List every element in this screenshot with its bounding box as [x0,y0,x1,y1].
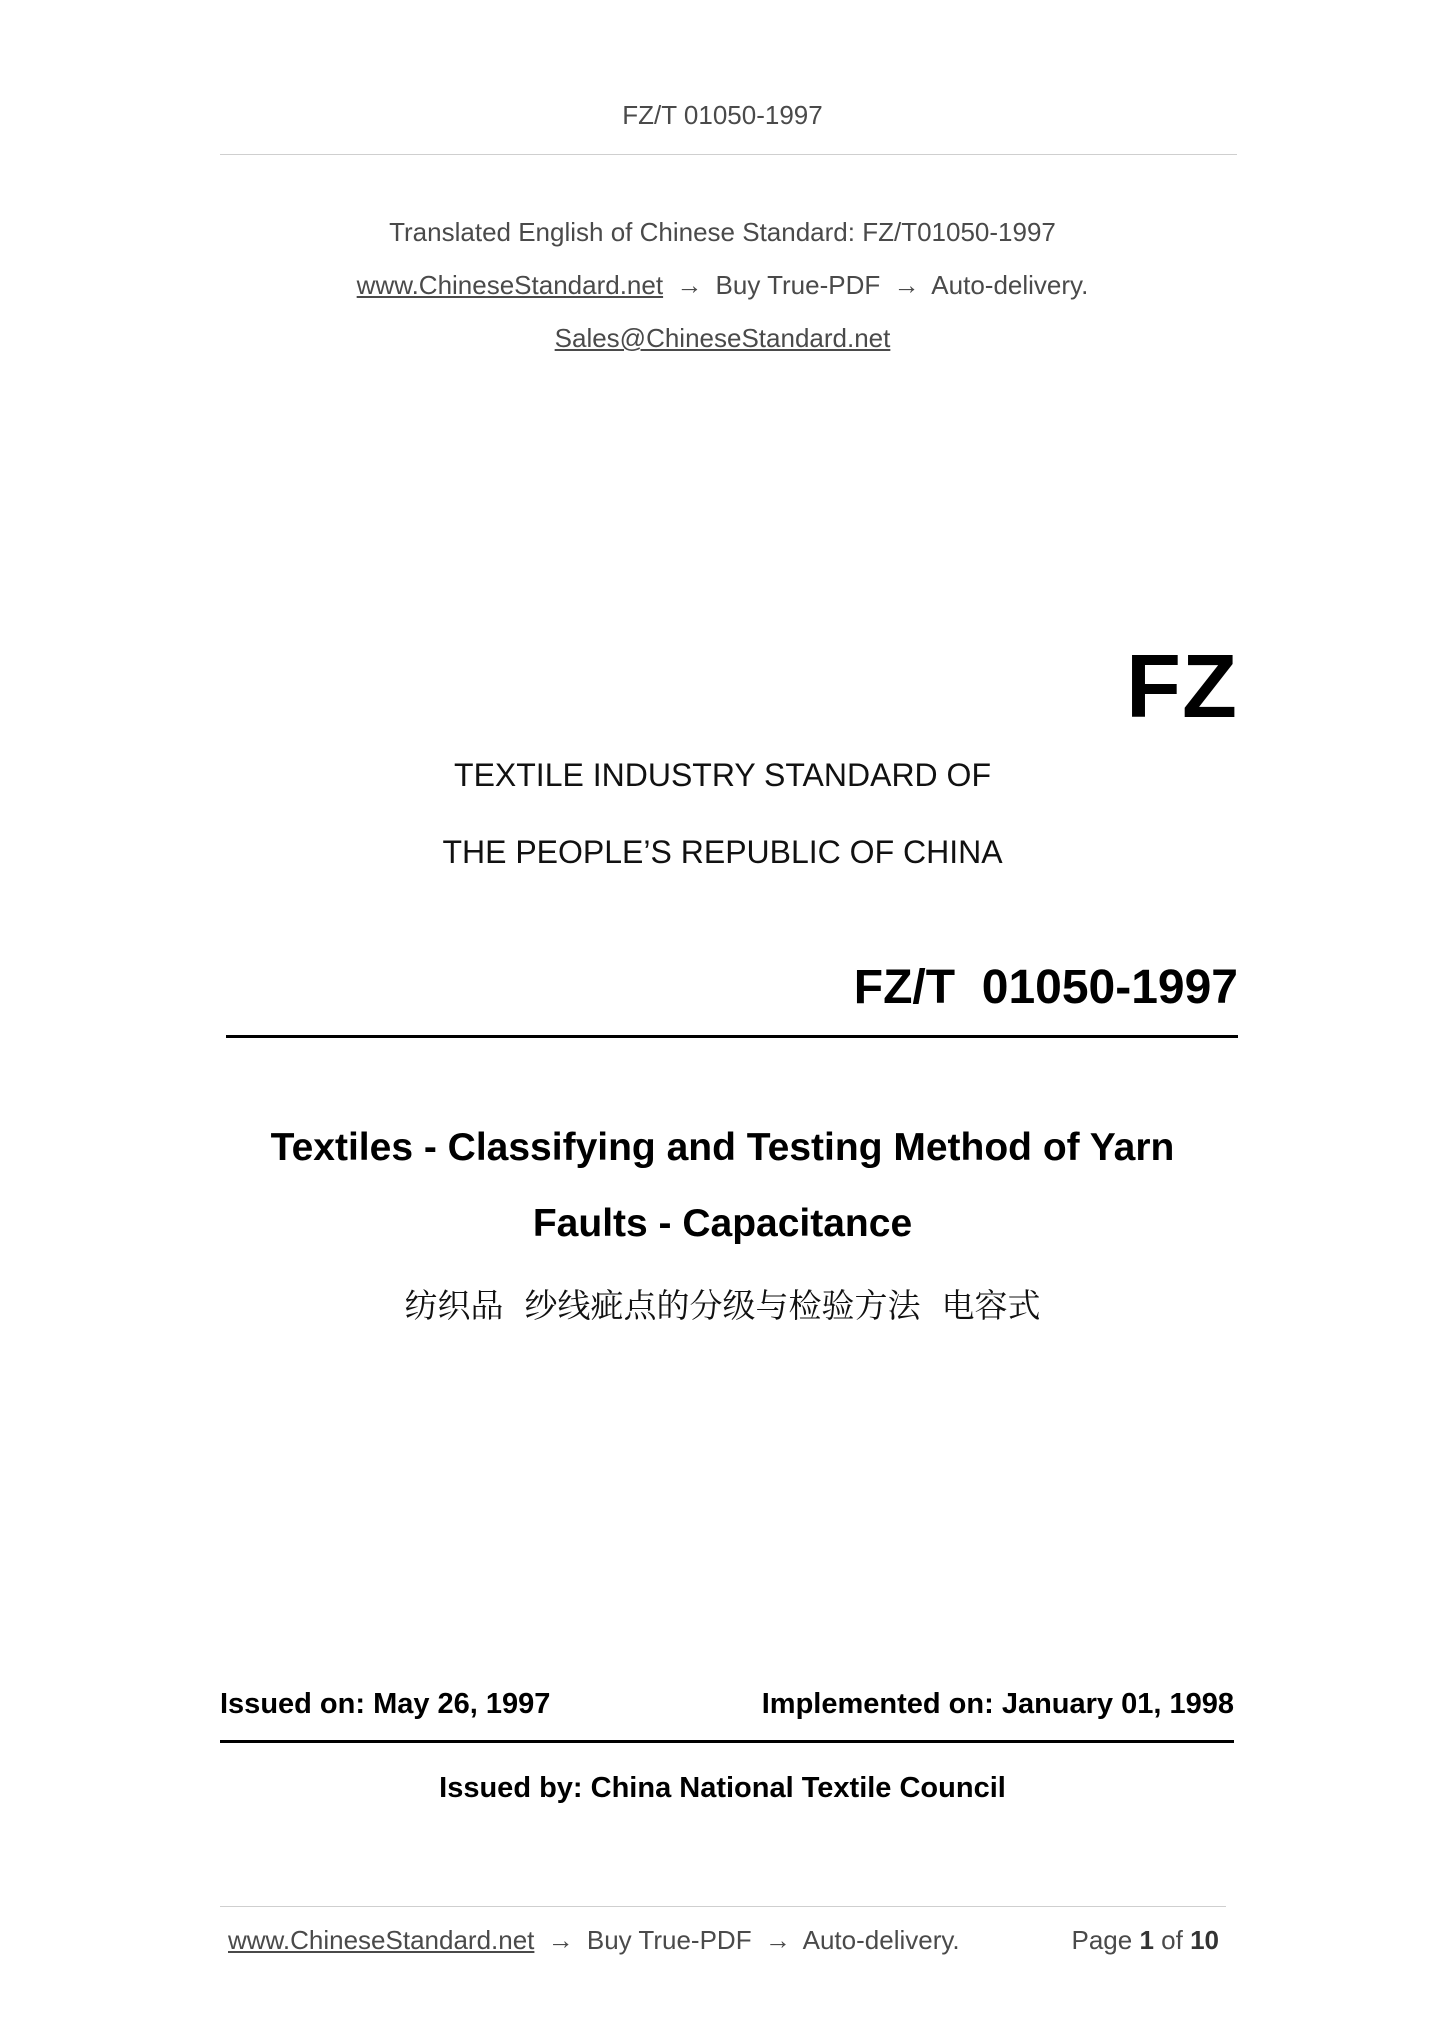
footer-divider [220,1906,1226,1907]
page-indicator [1071,1925,1219,1956]
document-title-chinese: 纺织品 纱线疵点的分级与检验方法 电容式 [404,1286,1041,1325]
issuing-authority: Issued by: China National Textile Council [439,1772,1006,1804]
footer-auto-delivery-text: Auto-delivery. [802,1925,960,1955]
promo-line [0,270,1445,301]
translation-notice: Translated English of Chinese Standard: FZ/T01050-1997 [389,217,1056,247]
running-header: FZ/T 01050-1997 [622,100,823,130]
standard-number: FZ/T 01050-1997 [853,961,1238,1014]
page-current: 1 [1139,1925,1154,1955]
auto-delivery-text: Auto-delivery. [931,270,1089,300]
header-divider [220,154,1237,155]
arrow-right-icon: → [764,1925,791,1955]
issue-divider [220,1740,1234,1743]
arrow-right-icon: → [547,1925,574,1955]
email-line [0,323,1445,354]
document-title-line2: Faults - Capacitance [532,1202,913,1245]
buy-pdf-text: Buy True-PDF [715,270,881,300]
industry-standard-line1: TEXTILE INDUSTRY STANDARD OF [454,757,991,793]
page-of-label: of [1161,1925,1183,1955]
sales-email-link[interactable]: Sales@ChineseStandard.net [554,323,891,353]
document-title-line1: Textiles - Classifying and Testing Method of Yarn [270,1126,1175,1169]
page-total: 10 [1190,1925,1219,1955]
footer-website-link[interactable]: www.ChineseStandard.net [228,1925,535,1955]
page-label: Page [1071,1925,1133,1955]
industry-standard-line2: THE PEOPLE’S REPUBLIC OF CHINA [442,834,1003,870]
standard-number-divider [226,1035,1238,1038]
issued-on-date: Issued on: May 26, 1997 [220,1688,551,1720]
footer-buy-pdf-text: Buy True-PDF [586,1925,752,1955]
footer-promo [228,1925,960,1956]
arrow-right-icon: → [676,270,703,300]
implemented-on-date: Implemented on: January 01, 1998 [761,1688,1234,1720]
standard-category-mark: FZ [1126,637,1238,737]
website-link[interactable]: www.ChineseStandard.net [356,270,664,300]
arrow-right-icon: → [893,270,920,300]
